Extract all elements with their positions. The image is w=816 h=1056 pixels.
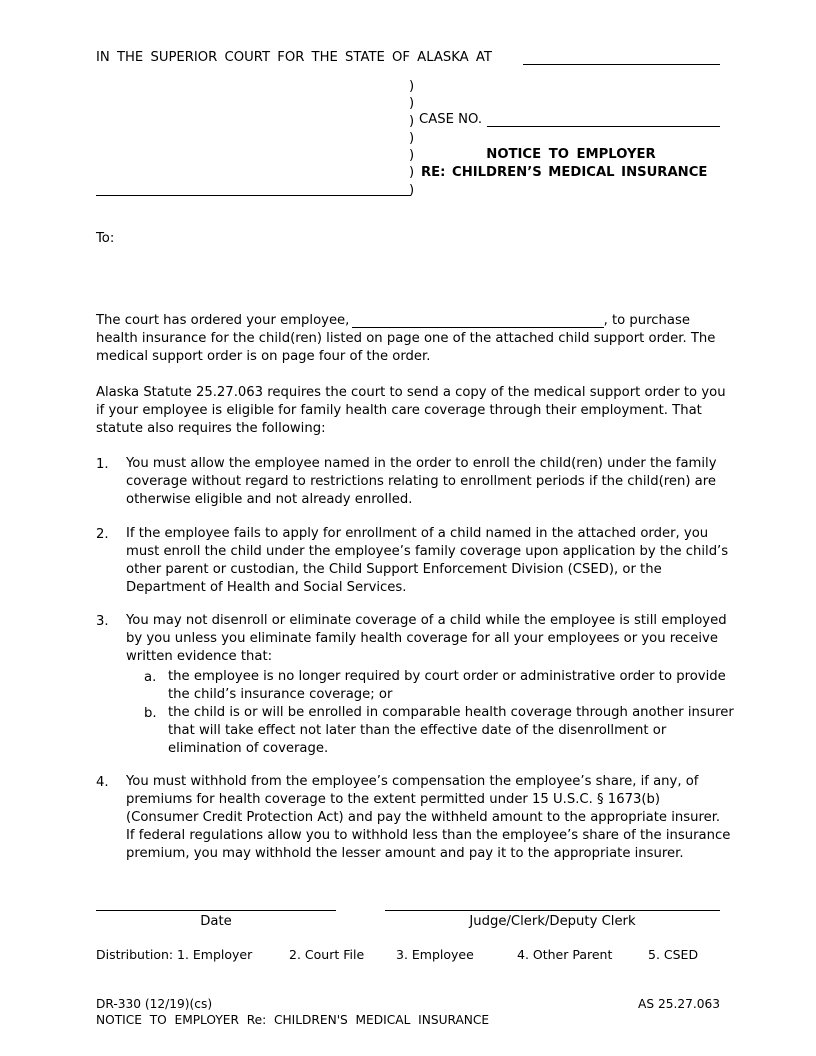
distribution-recipient: 4. Other Parent: [517, 947, 613, 962]
statute-line2: if your employee is eligible for family health care coverage through their employment. That: [96, 403, 702, 418]
item-line: written evidence that:: [126, 649, 273, 664]
item-line: You may not disenroll or eliminate coverage of a child while the employee is still employed: [126, 613, 727, 628]
statute-line3: statute also requires the following:: [96, 421, 326, 436]
item-line: If federal regulations allow you to withhold less than the employee’s share of the insurance: [126, 828, 731, 843]
statute-reference: AS 25.27.063: [638, 997, 720, 1011]
sub-item-letter: a.: [144, 670, 157, 685]
distribution-recipient: 3. Employee: [396, 947, 474, 962]
sub-item-line: the child is or will be enrolled in comparable health coverage through another insurer: [168, 705, 734, 720]
location-field[interactable]: [523, 64, 720, 65]
distribution-recipient: 2. Court File: [289, 947, 365, 962]
court-header: [96, 50, 492, 65]
sub-item-line: the employee is no longer required by court order or administrative order to provide: [168, 669, 726, 684]
item-line: premium, you may withhold the lesser amount and pay it to the appropriate insurer.: [126, 846, 684, 861]
statute-line1: Alaska Statute 25.27.063 requires the court to send a copy of the medical support order to you: [96, 385, 726, 400]
item-line: coverage without regard to restrictions relating to enrollment periods if the child(ren) are: [126, 474, 716, 489]
item-line: by you unless you eliminate family health coverage for all your employees or you receive: [126, 631, 718, 646]
distribution-recipient: 1. Employer: [177, 947, 253, 962]
item-line: must enroll the child under the employee’s family coverage upon application by the child’s: [126, 544, 729, 559]
intro-line2: health insurance for the child(ren) listed on page one of the attached child support order. The: [96, 331, 716, 346]
sub-item-line: that will take effect not later than the effective date of the disenrollment or: [168, 723, 667, 738]
case-no-field[interactable]: [487, 126, 720, 127]
to-label: To:: [96, 231, 115, 246]
item-line: other parent or custodian, the Child Support Enforcement Division (CSED), or the: [126, 562, 662, 577]
sub-item-letter: b.: [144, 706, 157, 721]
employee-name-field[interactable]: [352, 313, 604, 328]
item-line: premiums for health coverage to the extent permitted under 15 U.S.C. § 1673(b): [126, 792, 661, 807]
to-value[interactable]: [126, 231, 526, 291]
sub-item-line: elimination of coverage.: [168, 741, 329, 756]
item-number: 2.: [96, 527, 109, 542]
item-line: You must withhold from the employee’s compensation the employee’s share, if any, of: [126, 774, 699, 789]
date-field[interactable]: [96, 910, 336, 911]
item-line: If the employee fails to apply for enrollment of a child named in the attached order, you: [126, 526, 709, 541]
item-number: 4.: [96, 775, 109, 790]
distribution-recipient: 5. CSED: [648, 947, 699, 962]
judge-signature-field[interactable]: [385, 910, 720, 911]
intro-text-after: , to purchase: [603, 313, 690, 328]
item-number: 3.: [96, 614, 109, 629]
form-title: NOTICE TO EMPLOYER Re: CHILDREN'S MEDICAL INSURANCE: [96, 1013, 490, 1027]
case-no-label: CASE NO.: [419, 112, 483, 127]
judge-label: Judge/Clerk/Deputy Clerk: [469, 914, 636, 929]
form-code: DR-330 (12/19)(cs): [96, 997, 213, 1011]
intro-line1: [96, 313, 690, 328]
document-title-line1: NOTICE TO EMPLOYER: [486, 147, 656, 162]
court-header-text: IN THE SUPERIOR COURT FOR THE STATE OF ALASKA AT: [96, 50, 492, 65]
date-label: Date: [200, 914, 232, 929]
item-line: Department of Health and Social Services.: [126, 580, 407, 595]
document-title-line2: RE: CHILDREN’S MEDICAL INSURANCE: [421, 165, 708, 180]
distribution-label: Distribution:: [96, 947, 174, 962]
intro-line3: medical support order is on page four of the order.: [96, 349, 431, 364]
item-line: otherwise eligible and not already enrolled.: [126, 492, 413, 507]
intro-text-before: The court has ordered your employee,: [96, 313, 350, 328]
item-number: 1.: [96, 457, 109, 472]
item-line: (Consumer Credit Protection Act) and pay the withheld amount to the appropriate insurer.: [126, 810, 721, 825]
party-name-field[interactable]: [96, 195, 411, 196]
caption-brackets: ) ) ) ) ) ) ): [409, 79, 415, 198]
sub-item-line: the child’s insurance coverage; or: [168, 687, 393, 702]
item-line: You must allow the employee named in the order to enroll the child(ren) under the family: [126, 456, 717, 471]
